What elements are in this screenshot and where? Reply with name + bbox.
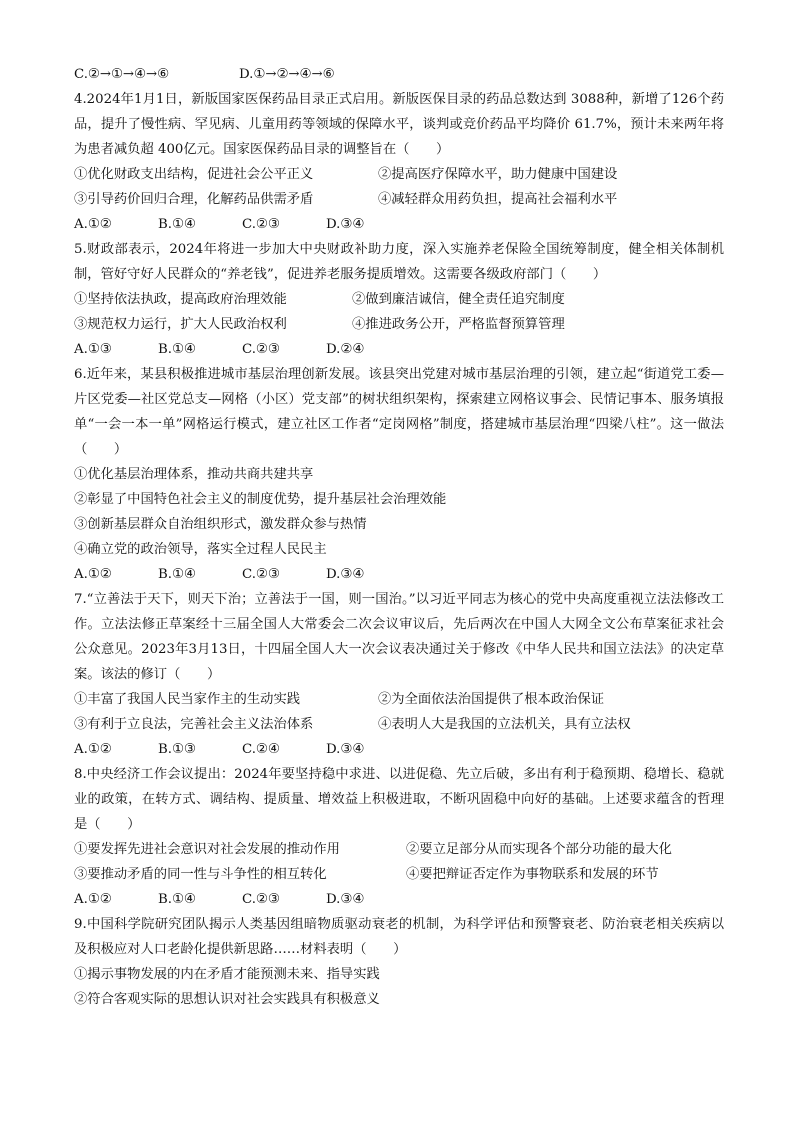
option-2: ②符合客观实际的思想认识对社会实践具有积极意义 <box>74 992 380 1007</box>
answer-a: A.①② <box>74 567 112 582</box>
answer-b: B.①④ <box>158 217 196 232</box>
answer-a: A.①② <box>74 892 112 907</box>
option-4: ④表明人大是我国的立法机关，具有立法权 <box>378 717 631 732</box>
option-4: ④确立党的政治领导，落实全过程人民民主 <box>74 542 327 557</box>
question-6-stem: 6.近年来，某县积极推进城市基层治理创新发展。该县突出党建对城市基层治理的引领，建立起“街道党工委—片区党委—社区党总支—网格（小区）党支部”的树状组织架构，探索建立网格议事会、民情记事本、服务填报单“一会一本一单”网格运行模式，建立社区工作者“定岗网格”制度，搭建城市基层治理“四梁八柱”。这一做法（ ） <box>74 367 724 457</box>
answer-c: C.②③ <box>242 892 280 907</box>
answer-b: B.①④ <box>158 567 196 582</box>
option-1: ①揭示事物发展的内在矛盾才能预测未来、指导实践 <box>74 967 380 982</box>
option-2: ②做到廉洁诚信，健全责任追究制度 <box>352 292 565 307</box>
answer-c: C.②③ <box>242 217 280 232</box>
question-5-stem: 5.财政部表示，2024年将进一步加大中央财政补助力度，深入实施养老保险全国统筹制度，健全相关体制机制，管好守好人民群众的“养老钱”，促进养老服务提质增效。这需要各级政府部门（ ） <box>74 242 724 282</box>
option-1: ①优化财政支出结构，促进社会公平正义 <box>74 167 314 182</box>
answer-c: C.②③ <box>242 342 280 357</box>
question-8-stem: 8.中央经济工作会议提出：2024年要坚持稳中求进、以进促稳、先立后破，多出有利于稳预期、稳增长、稳就业的政策，在转方式、调结构、提质量、增效益上积极进取，不断巩固稳中向好的基础。上述要求蕴含的哲理是（ ） <box>74 767 724 832</box>
answer-d: D.③④ <box>326 217 365 232</box>
question-5-options-row-1 <box>74 287 724 312</box>
question-5-answers <box>74 337 724 362</box>
question-5-options-row-2 <box>74 312 724 337</box>
answer-c: C.②→①→④→⑥ <box>74 67 170 82</box>
answer-b: B.①③ <box>158 742 196 757</box>
question-4-stem: 4.2024年1月1日，新版国家医保药品目录正式启用。新版医保目录的药品总数达到 3088种，新增了126个药品，提升了慢性病、罕见病、儿童用药等领域的保障水平，谈判或竞价药品平均降价 61.7%，预计未来两年将为患者减负超 400亿元。国家医保药品目录的调整旨在（ ） <box>74 92 724 157</box>
question-9-stem: 9.中国科学院研究团队揭示人类基因组暗物质驱动衰老的机制，为科学评估和预警衰老、防治衰老相关疾病以及积极应对人口老龄化提供新思路……材料表明（ ） <box>74 917 724 957</box>
option-1: ①要发挥先进社会意识对社会发展的推动作用 <box>74 842 340 857</box>
answer-a: A.①② <box>74 217 112 232</box>
answer-c: C.②③ <box>242 567 280 582</box>
option-4: ④推进政务公开，严格监督预算管理 <box>352 317 565 332</box>
question-7-stem: 7.“立善法于天下，则天下治；立善法于一国，则一国治。”以习近平同志为核心的党中央高度重视立法法修改工作。立法法修正草案经十三届全国人大常委会二次会议审议后，先后两次在中国人大网全文公布草案征求社会公众意见。2023年3月13日，十四届全国人大一次会议表决通过关于修改《中华人民共和国立法法》的决定草案。该法的修订（ ） <box>74 592 724 682</box>
answer-c: C.②④ <box>242 742 280 757</box>
answer-b: B.①④ <box>158 342 196 357</box>
answer-a: A.①② <box>74 742 112 757</box>
answer-a: A.①③ <box>74 342 112 357</box>
option-4: ④减轻群众用药负担，提高社会福利水平 <box>378 192 618 207</box>
option-2: ②提高医疗保障水平，助力健康中国建设 <box>378 167 618 182</box>
answer-d: D.②④ <box>326 342 365 357</box>
option-3: ③规范权力运行，扩大人民政治权利 <box>74 317 287 332</box>
question-8-options-row-2 <box>74 862 724 887</box>
answer-d: D.③④ <box>326 892 365 907</box>
option-1: ①丰富了我国人民当家作主的生动实践 <box>74 692 301 707</box>
question-7-answers <box>74 737 724 762</box>
question-4-options-row-1 <box>74 162 724 187</box>
option-3: ③创新基层群众自治组织形式，激发群众参与热情 <box>74 517 367 532</box>
option-2: ②要立足部分从而实现各个部分功能的最大化 <box>406 842 672 857</box>
option-2: ②为全面依法治国提供了根本政治保证 <box>378 692 605 707</box>
answer-d: D.③④ <box>326 742 365 757</box>
option-3: ③有利于立良法，完善社会主义法治体系 <box>74 717 314 732</box>
answer-d: D.①→②→④→⑥ <box>239 67 335 82</box>
previous-answer-row <box>74 62 724 87</box>
question-4-options-row-2 <box>74 187 724 212</box>
option-2: ②彰显了中国特色社会主义的制度优势，提升基层社会治理效能 <box>74 492 447 507</box>
question-4-answers <box>74 212 724 237</box>
option-1: ①坚持依法执政，提高政府治理效能 <box>74 292 287 307</box>
answer-b: B.①④ <box>158 892 196 907</box>
answer-d: D.③④ <box>326 567 365 582</box>
question-6-answers <box>74 562 724 587</box>
question-7-options-row-2 <box>74 712 724 737</box>
question-8-options-row-1 <box>74 837 724 862</box>
option-3: ③引导药价回归合理，化解药品供需矛盾 <box>74 192 314 207</box>
option-4: ④要把辩证否定作为事物联系和发展的环节 <box>406 867 659 882</box>
question-8-answers <box>74 887 724 912</box>
option-3: ③要推动矛盾的同一性与斗争性的相互转化 <box>74 867 327 882</box>
question-7-options-row-1 <box>74 687 724 712</box>
option-1: ①优化基层治理体系，推动共商共建共享 <box>74 467 314 482</box>
